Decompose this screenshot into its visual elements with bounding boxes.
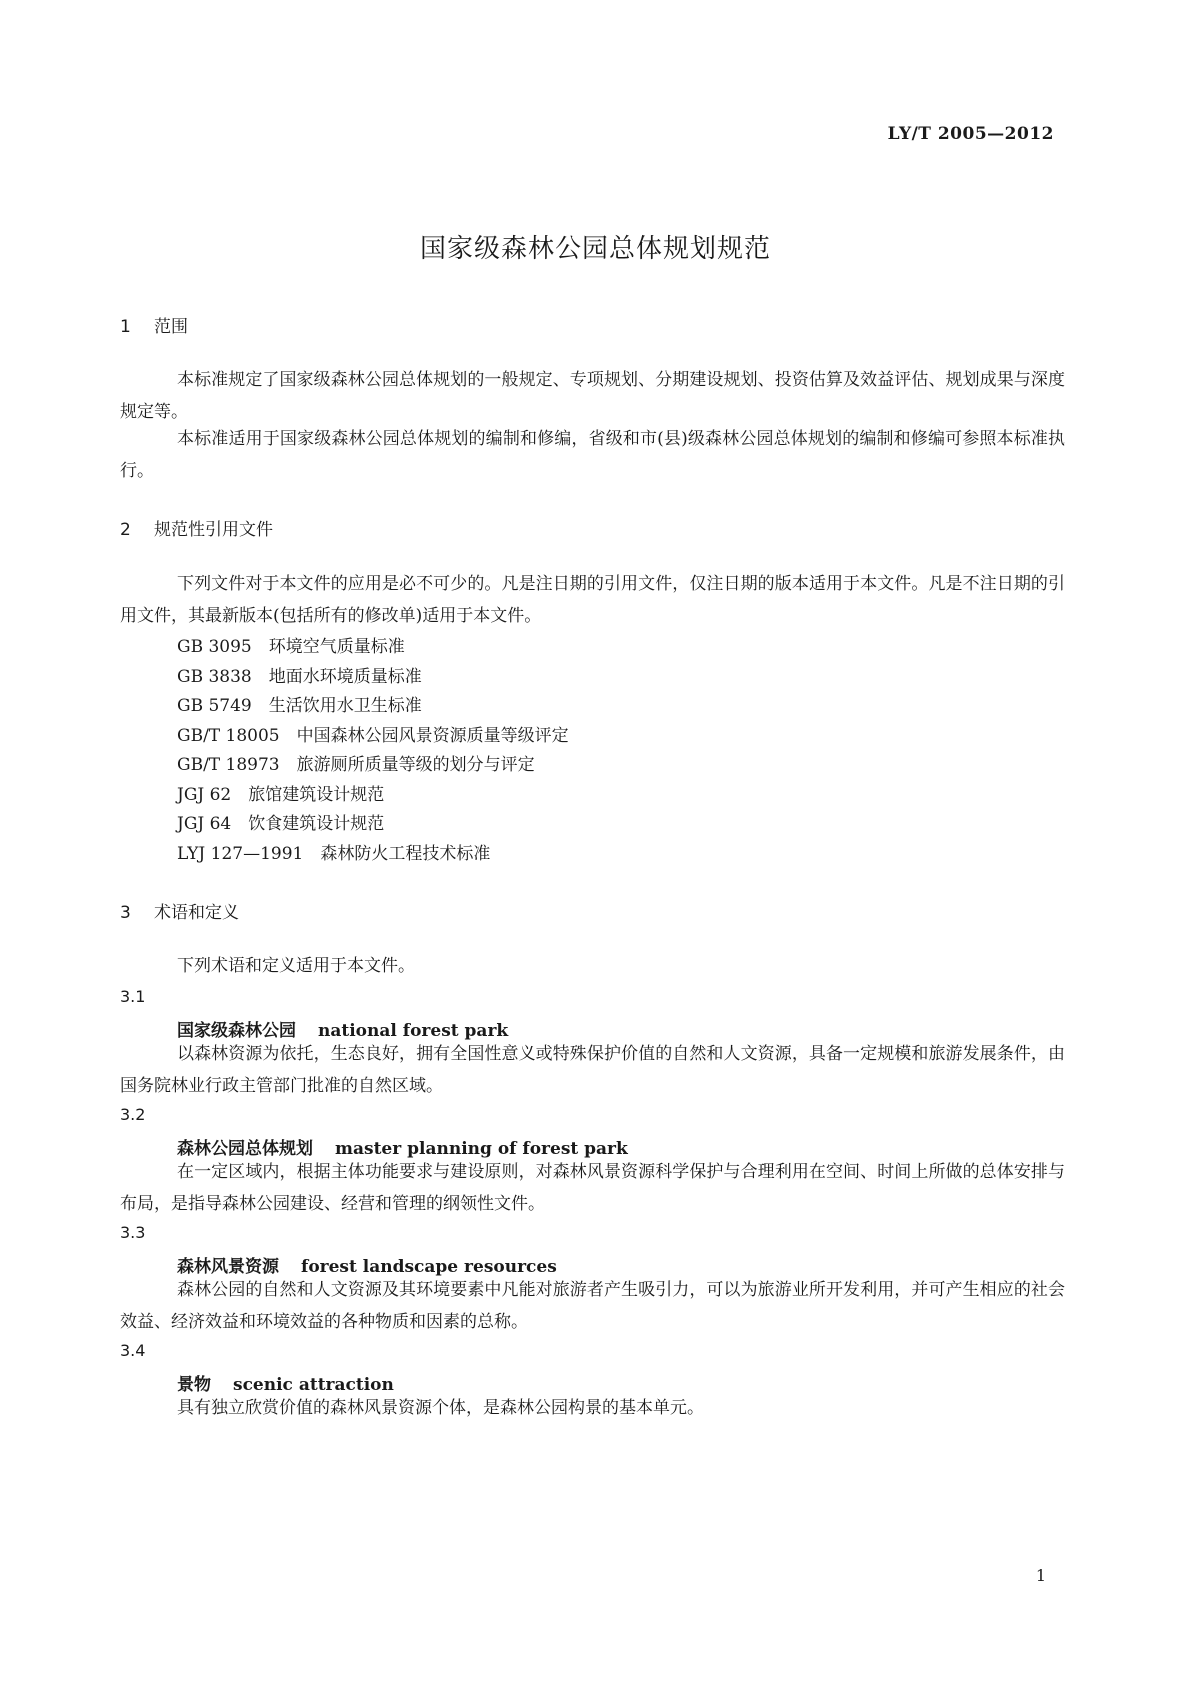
term-number: 3.2: [120, 1105, 146, 1124]
section-title: 范围: [154, 317, 188, 337]
section-number: 3: [120, 903, 131, 923]
reference-code: JGJ 62: [177, 785, 232, 805]
section-1-paragraph-1: 本标准规定了国家级森林公园总体规划的一般规定、专项规划、分期建设规划、投资估算及效益评估、规划成果与深度规定等。: [120, 370, 1065, 422]
reference-name: 环境空气质量标准: [268, 637, 405, 657]
term-en: master planning of forest park: [335, 1139, 628, 1159]
term-en: scenic attraction: [233, 1375, 394, 1395]
section-title: 规范性引用文件: [154, 520, 273, 540]
section-title: 术语和定义: [154, 903, 239, 923]
reference-name: 森林防火工程技术标准: [320, 844, 491, 864]
reference-code: GB/T 18973: [177, 755, 280, 775]
document-title: 国家级森林公园总体规划规范: [419, 234, 771, 264]
term-zh: 国家级森林公园: [177, 1021, 296, 1041]
term-zh: 森林公园总体规划: [177, 1139, 313, 1159]
reference-name: 旅馆建筑设计规范: [248, 785, 385, 805]
section-2-heading: [120, 515, 273, 540]
term-definition: 在一定区域内，根据主体功能要求与建设原则，对森林风景资源科学保护与合理利用在空间、时间上所做的总体安排与布局，是指导森林公园建设、经营和管理的纲领性文件。: [120, 1162, 1065, 1214]
term-definition: 以森林资源为依托，生态良好，拥有全国性意义或特殊保护价值的自然和人文资源，具备一定规模和旅游发展条件，由国务院林业行政主管部门批准的自然区域。: [120, 1044, 1065, 1096]
reference-item: [177, 780, 384, 805]
term-definition: 森林公园的自然和人文资源及其环境要素中凡能对旅游者产生吸引力，可以为旅游业所开发利用，并可产生相应的社会效益、经济效益和环境效益的各种物质和因素的总称。: [120, 1280, 1065, 1332]
section-3-heading: [120, 898, 239, 923]
section-1-heading: [120, 312, 188, 337]
term-zh: 森林风景资源: [177, 1257, 279, 1277]
reference-name: 生活饮用水卫生标准: [268, 696, 422, 716]
page-number: 1: [1035, 1566, 1046, 1585]
reference-code: GB 5749: [177, 696, 252, 716]
reference-item: [177, 691, 422, 716]
reference-item: [177, 839, 490, 864]
reference-name: 饮食建筑设计规范: [248, 814, 385, 834]
section-3-intro: 下列术语和定义适用于本文件。: [177, 956, 415, 976]
reference-code: JGJ 64: [177, 814, 232, 834]
term-en: national forest park: [318, 1021, 509, 1041]
reference-item: [177, 662, 422, 687]
term-number: 3.1: [120, 987, 146, 1006]
term-en: forest landscape resources: [301, 1257, 557, 1277]
section-1-paragraph-2: 本标准适用于国家级森林公园总体规划的编制和修编，省级和市(县)级森林公园总体规划的编制和修编可参照本标准执行。: [120, 429, 1065, 481]
reference-code: LYJ 127—1991: [177, 844, 304, 864]
reference-item: [177, 750, 535, 775]
section-2-intro: 下列文件对于本文件的应用是必不可少的。凡是注日期的引用文件，仅注日期的版本适用于本文件。凡是不注日期的引用文件，其最新版本(包括所有的修改单)适用于本文件。: [120, 574, 1065, 626]
term-number: 3.3: [120, 1223, 146, 1242]
term-definition: 具有独立欣赏价值的森林风景资源个体，是森林公园构景的基本单元。: [177, 1398, 704, 1418]
document-code: LY/T 2005—2012: [887, 124, 1054, 144]
reference-code: GB 3095: [177, 637, 252, 657]
section-number: 1: [120, 317, 131, 337]
reference-item: [177, 721, 569, 746]
term-number: 3.4: [120, 1341, 146, 1360]
reference-code: GB 3838: [177, 667, 252, 687]
reference-item: [177, 632, 405, 657]
section-number: 2: [120, 520, 131, 540]
term-zh: 景物: [177, 1375, 211, 1395]
reference-name: 旅游厕所质量等级的划分与评定: [296, 755, 535, 775]
reference-code: GB/T 18005: [177, 726, 280, 746]
reference-item: [177, 809, 384, 834]
reference-name: 中国森林公园风景资源质量等级评定: [296, 726, 569, 746]
reference-name: 地面水环境质量标准: [268, 667, 422, 687]
